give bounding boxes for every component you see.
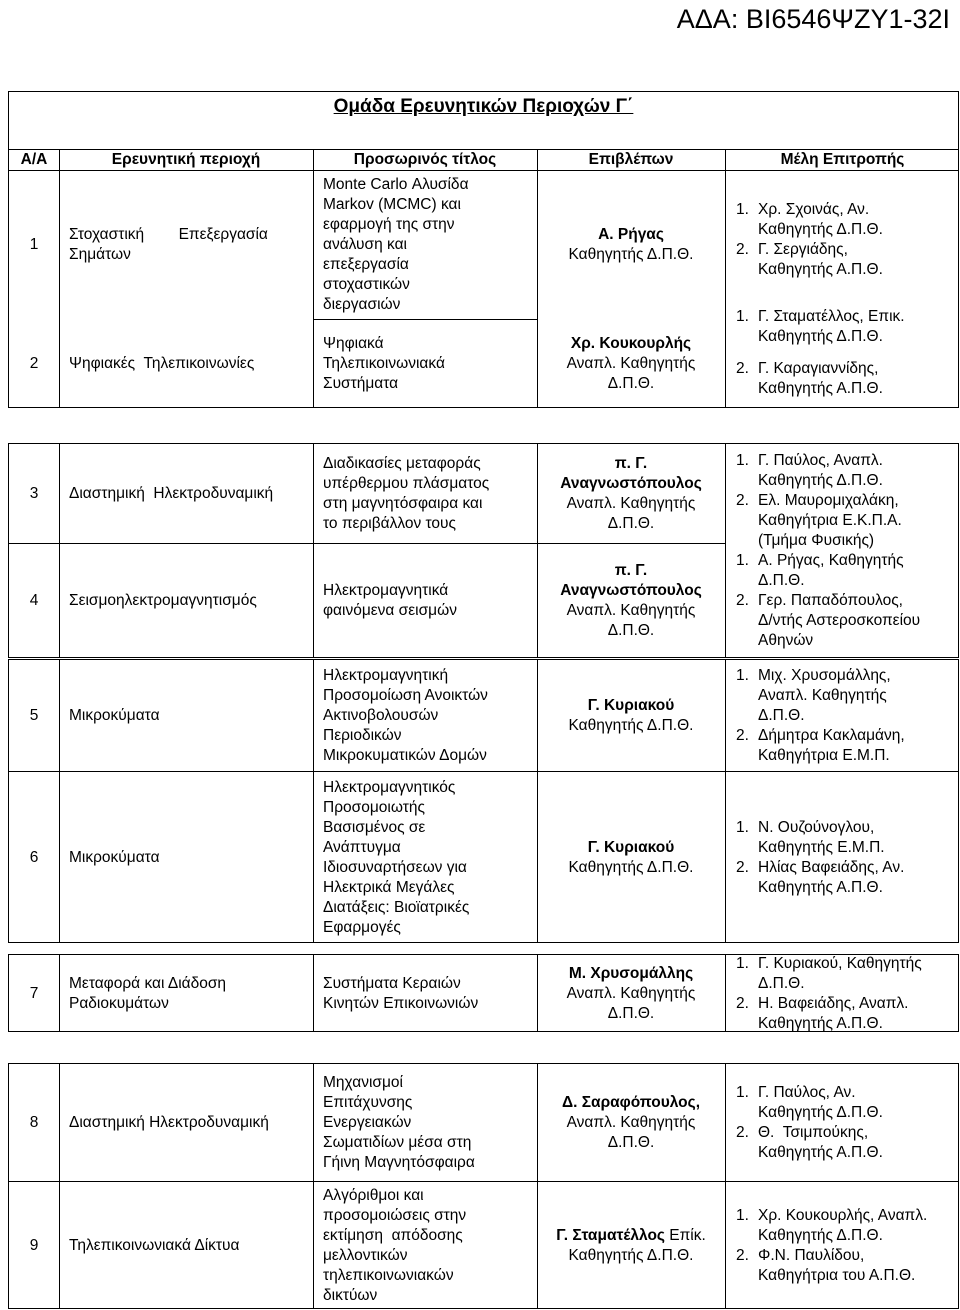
committee-member: 1. Γ. Παύλος, Αν. Καθηγητής Δ.Π.Θ.: [736, 1083, 883, 1121]
row-5-supervisor-role: Καθηγητής Δ.Π.Θ.: [568, 716, 694, 734]
committee-member: 1. Μιχ. Χρυσομάλλης, Αναπλ. Καθηγητής Δ.Π.Θ.: [736, 666, 891, 724]
row-3-supervisor-role: Αναπλ. Καθηγητής Δ.Π.Θ.: [566, 494, 696, 532]
row-6-num: 6: [29, 848, 39, 866]
row-5-num: 5: [29, 706, 39, 724]
row-3-num: 3: [29, 484, 39, 502]
row-9-num: 9: [29, 1236, 39, 1254]
row-7-supervisor-role: Αναπλ. Καθηγητής Δ.Π.Θ.: [566, 985, 696, 1022]
row-4-num: 4: [29, 592, 39, 609]
row-8-title: Μηχανισμοί Επιτάχυνσης Ενεργειακών Σωματιδίων μέσα στη Γήινη Μαγνητόσφαιρα: [323, 1073, 475, 1171]
table-block-rows-5-6: [8, 659, 959, 943]
row-9-title: Αλγόριθμοι και προσομοιώσεις στην εκτίμηση απόδοσης μελλοντικών τηλεπικοινωνιακών δικτύων: [323, 1186, 467, 1304]
committee-member: 2. Θ. Τσιμπούκης, Καθηγητής Α.Π.Θ.: [736, 1123, 883, 1161]
row-8-committee: [736, 1064, 956, 1181]
row-8-area: Διαστημική Ηλεκτροδυναμική: [69, 1113, 269, 1131]
row-3-title: Διαδικασίες μεταφοράς υπέρθερμου πλάσματος στη μαγνητόσφαιρα και το περιβάλλον τους: [323, 454, 490, 532]
committee-member: 1. Γ. Παύλος, Αναπλ. Καθηγητής Δ.Π.Θ.: [736, 452, 883, 489]
row-2-supervisor-role: Αναπλ. Καθηγητής Δ.Π.Θ.: [566, 355, 696, 392]
row-6-supervisor: [537, 771, 725, 944]
header-num: Α/Α: [20, 150, 48, 168]
row-7-committee: [736, 955, 956, 1033]
row-6-title: Ηλεκτρομαγνητικός Προσομοιωτής Βασισμένος σε Ανάπτυγμα Ιδιοσυναρτήσεων για Ηλεκτρικά Μεγάλες Διατάξεις: Βιοϊατρικές Εφαρμογές: [323, 778, 470, 936]
committee-rows-1-2: [736, 200, 956, 399]
committee-member: 2. Ελ. Μαυρομιχαλάκη, Καθηγήτρια Ε.Κ.Π.Α. (Τμήμα Φυσικής): [736, 492, 902, 549]
row-1-supervisor-name: Α. Ρήγας: [598, 225, 664, 243]
row-4-area: Σεισμοηλεκτρομαγνητισμός: [69, 592, 257, 609]
row-4-supervisor-role: Αναπλ. Καθηγητής Δ.Π.Θ.: [566, 602, 696, 639]
row-9-area: Τηλεπικοινωνιακά Δίκτυα: [69, 1236, 240, 1254]
row-6-area: Μικροκύματα: [69, 848, 160, 866]
row-2-area: Ψηφιακές Τηλεπικοινωνίες: [69, 355, 255, 372]
committee-member: 1. Γ. Σταματέλλος, Επικ. Καθηγητής Δ.Π.Θ.: [736, 308, 905, 345]
row-5-title: Ηλεκτρομαγνητική Προσομοίωση Ανοικτών Ακτινοβολουσών Περιοδικών Μικροκυματικών Δομών: [323, 666, 488, 764]
row-7-num: 7: [29, 985, 39, 1002]
row-5-supervisor: [537, 660, 725, 771]
row-8-num: 8: [29, 1113, 39, 1131]
committee-member: 1. Χρ. Σχοινάς, Αν. Καθηγητής Δ.Π.Θ.: [736, 201, 883, 238]
committee-member: 2. Γ. Καραγιαννίδης, Καθηγητής Α.Π.Θ.: [736, 360, 883, 397]
committee-member: 2. Φ.Ν. Παυλίδου, Καθηγήτρια του Α.Π.Θ.: [736, 1246, 916, 1284]
committee-member: 1. Α. Ρήγας, Καθηγητής Δ.Π.Θ.: [736, 552, 904, 589]
row-7-area: Μεταφορά και Διάδοση Ραδιοκυμάτων: [69, 975, 227, 1012]
row-6-supervisor-role: Καθηγητής Δ.Π.Θ.: [568, 858, 694, 876]
committee-rows-3-4: [736, 451, 956, 651]
row-4-supervisor-name: π. Γ. Αναγνωστόπουλος: [560, 562, 702, 599]
row-2-num: 2: [29, 355, 39, 372]
row-7-supervisor: [537, 955, 725, 1033]
row-6-committee: [736, 771, 956, 944]
committee-member: 2. Γερ. Παπαδόπουλος, Δ/ντής Αστεροσκοπείου Αθηνών: [736, 592, 921, 649]
table-block-rows-1-2: [8, 91, 959, 408]
table-block-rows-8-9: [8, 1063, 959, 1309]
header-committee: Μέλη Επιτροπής: [780, 150, 905, 168]
row-7-supervisor-name: Μ. Χρυσομάλλης: [568, 965, 694, 982]
row-1-title: Monte Carlo Αλυσίδα Markov (MCMC) και εφαρμογή της στην ανάλυση και επεξεργασία στοχαστικών διεργασιών: [323, 175, 469, 313]
row-9-committee: [736, 1181, 956, 1310]
row-6-supervisor-name: Γ. Κυριακού: [587, 838, 675, 856]
row-2-supervisor-name: Χρ. Κουκουρλής: [570, 335, 692, 352]
header-title: Προσωρινός τίτλος: [353, 150, 497, 168]
committee-member: 2. Η. Βαφειάδης, Αναπλ. Καθηγητής Α.Π.Θ.: [736, 995, 909, 1032]
row-1-area: Στοχαστική Επεξεργασία Σημάτων: [69, 225, 268, 263]
row-2-supervisor: [537, 319, 725, 409]
row-9-supervisor-name: Γ. Σταματέλλος: [556, 1226, 665, 1244]
header-supervisor: Επιβλέπων: [588, 150, 674, 168]
committee-member: 1. Γ. Κυριακού, Καθηγητής Δ.Π.Θ.: [736, 955, 922, 992]
row-4-title: Ηλεκτρομαγνητικά φαινόμενα σεισμών: [323, 582, 457, 619]
row-3-area: Διαστημική Ηλεκτροδυναμική: [69, 484, 274, 502]
row-9-supervisor-role: Καθηγητής Δ.Π.Θ.: [568, 1246, 694, 1264]
row-5-area: Μικροκύματα: [69, 706, 160, 724]
row-5-supervisor-name: Γ. Κυριακού: [587, 696, 675, 714]
row-8-supervisor-name: Δ. Σαραφόπουλος,: [561, 1093, 701, 1111]
ada-code: ΑΔΑ: ΒΙ6546ΨΖΥ1-32Ι: [676, 4, 950, 34]
row-1-supervisor: [537, 170, 725, 319]
committee-member: 1. Ν. Ουζούνογλου, Καθηγητής Ε.Μ.Π.: [736, 818, 885, 856]
table-caption: Ομάδα Ερευνητικών Περιοχών Γ΄: [333, 96, 634, 117]
committee-member: 2. Δήμητρα Κακλαμάνη, Καθηγήτρια Ε.Μ.Π.: [736, 726, 905, 764]
row-4-supervisor: [537, 543, 725, 659]
row-9-supervisor-rank: Επίκ.: [664, 1226, 706, 1244]
row-2-title: Ψηφιακά Τηλεπικοινωνιακά Συστήματα: [323, 335, 445, 392]
row-1-num: 1: [29, 235, 39, 253]
committee-member: 2. Ηλίας Βαφειάδης, Αν. Καθηγητής Α.Π.Θ.: [736, 858, 905, 896]
row-8-supervisor: [537, 1064, 725, 1181]
table-block-rows-3-4: [8, 443, 959, 658]
row-8-supervisor-role: Αναπλ. Καθηγητής Δ.Π.Θ.: [566, 1113, 696, 1151]
committee-member: 1. Χρ. Κουκουρλής, Αναπλ. Καθηγητής Δ.Π.Θ.: [736, 1206, 928, 1244]
header-area: Ερευνητική περιοχή: [111, 150, 261, 168]
row-7-title: Συστήματα Κεραιών Κινητών Επικοινωνιών: [323, 975, 479, 1012]
row-3-supervisor-name: π. Γ. Αναγνωστόπουλος: [560, 454, 702, 492]
row-9-supervisor: [537, 1181, 725, 1310]
committee-member: 2. Γ. Σεργιάδης, Καθηγητής Α.Π.Θ.: [736, 241, 883, 278]
row-3-supervisor: [537, 444, 725, 543]
row-5-committee: [736, 660, 956, 771]
row-1-supervisor-role: Καθηγητής Δ.Π.Θ.: [568, 245, 694, 263]
table-block-row-7: [8, 954, 959, 1032]
